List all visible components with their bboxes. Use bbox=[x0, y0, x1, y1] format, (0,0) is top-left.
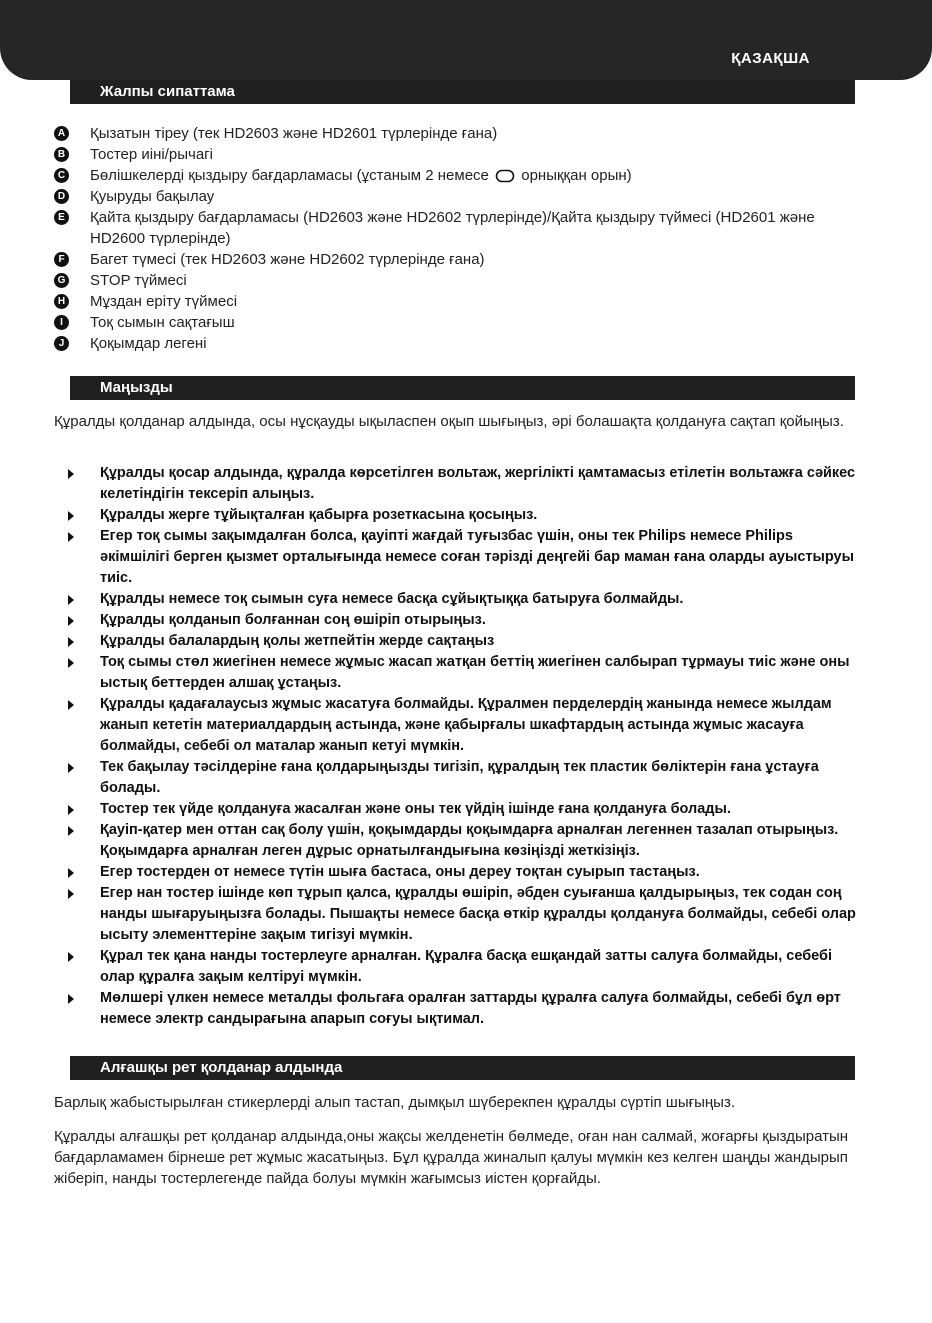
letter-g-icon: G bbox=[54, 273, 69, 288]
bullet-icon bbox=[68, 952, 74, 962]
warnings-list bbox=[66, 463, 856, 1030]
description-item-h bbox=[54, 291, 854, 312]
description-item-d bbox=[54, 186, 854, 207]
description-text: орныққан орын) bbox=[521, 167, 632, 184]
bullet-icon bbox=[68, 616, 74, 626]
bullet-icon bbox=[68, 637, 74, 647]
bullet-icon bbox=[68, 763, 74, 773]
first-use-paragraph: Құралды алғашқы рет қолданар алдында,оны жақсы желденетін бөлмеде, оған нан салмай, жоғарғы қыздыратын бағдарламамен бірнеше рет жұмыс жасатыңыз. Бұл құралда жиналып қалуы мүмкін кез келген шаңды жандырып жіберіп, нанды тостерлегенде пайда болуы мүмкін жағымсыз иістен қорғайды. bbox=[54, 1128, 849, 1187]
letter-a-icon: A bbox=[54, 126, 69, 141]
section-heading-general: Жалпы сипаттама bbox=[70, 80, 855, 104]
description-text: Қоқымдар легені bbox=[90, 335, 207, 352]
letter-i-icon: I bbox=[54, 315, 69, 330]
bullet-icon bbox=[68, 532, 74, 542]
first-use-paragraph: Барлық жабыстырылған стикерлерді алып тастап, дымқыл шүберекпен құралды сүртіп шығыңыз. bbox=[54, 1094, 735, 1111]
letter-b-icon: B bbox=[54, 147, 69, 162]
description-item-a bbox=[54, 123, 854, 144]
letter-c-icon: C bbox=[54, 168, 69, 183]
description-text: Багет түмесі (тек HD2603 және HD2602 түрлерінде ғана) bbox=[90, 251, 485, 268]
description-item-g bbox=[54, 270, 854, 291]
warning-item: Тостер тек үйде қолдануға жасалған және оны тек үйдің ішінде ғана қолдануға болады. bbox=[66, 799, 856, 820]
language-label: ҚАЗАҚША bbox=[731, 50, 810, 67]
bullet-icon bbox=[68, 889, 74, 899]
description-item-c bbox=[54, 165, 854, 186]
description-text: Бөлішкелерді қыздыру бағдарламасы (ұстаным 2 немесе bbox=[90, 167, 489, 184]
description-text: STOP түймесі bbox=[90, 272, 187, 289]
description-text: Қызатын тіреу (тек HD2603 және HD2601 түрлерінде ғана) bbox=[90, 125, 498, 142]
warning-item: Қауіп-қатер мен оттан сақ болу үшін, қоқымдарды қоқымдарға арналған легеннен тазалап отырыңыз. Қоқымдарға арналған леген дұрыс орнатылғандығына көзіңізді жеткізіңіз. bbox=[66, 820, 856, 862]
top-header-bar bbox=[0, 0, 932, 80]
letter-h-icon: H bbox=[54, 294, 69, 309]
description-item-i bbox=[54, 312, 854, 333]
bullet-icon bbox=[68, 595, 74, 605]
bullet-icon bbox=[68, 805, 74, 815]
warning-item: Құралды қолданып болғаннан соң өшіріп отырыңыз. bbox=[66, 610, 856, 631]
description-text: Тоқ сымын сақтағыш bbox=[90, 314, 235, 331]
bullet-icon bbox=[68, 469, 74, 479]
bullet-icon bbox=[68, 658, 74, 668]
warning-item: Егер тостерден от немесе түтін шыға бастаса, оны дереу тоқтан суырып тастаңыз. bbox=[66, 862, 856, 883]
warning-item: Құралды балалардың қолы жетпейтін жерде сақтаңыз bbox=[66, 631, 856, 652]
bullet-icon bbox=[68, 868, 74, 878]
letter-j-icon: J bbox=[54, 336, 69, 351]
letter-e-icon: E bbox=[54, 210, 69, 225]
bullet-icon bbox=[68, 700, 74, 710]
section-heading-first-use: Алғашқы рет қолданар алдында bbox=[70, 1056, 855, 1080]
bullet-icon bbox=[68, 826, 74, 836]
warning-item: Егер нан тостер ішінде көп тұрып қалса, құралды өшіріп, әбден суығанша қалдырыңыз, тек содан соң нанды шығаруыңызға болады. Пышақты немесе басқа өткір құралды қолдануға болмайды, себебі олар ысыту элементтеріне зақым тигізуі мүмкін. bbox=[66, 883, 856, 946]
description-text: Тостер иіні/рычагі bbox=[90, 146, 213, 163]
description-item-f bbox=[54, 249, 854, 270]
cycle-icon bbox=[495, 169, 515, 183]
warning-item: Құралды қосар алдында, құралда көрсетілген вольтаж, жергілікті қамтамасыз етілетін вольтажға сәйкес келетіндігін тексеріп алыңыз. bbox=[66, 463, 856, 505]
important-intro: Құралды қолданар алдында, осы нұсқауды ықыласпен оқып шығыңыз, әрі болашақта қолдануға сақтап қойыңыз. bbox=[54, 413, 844, 430]
description-item-e bbox=[54, 207, 854, 249]
warning-item: Құралды қадағалаусыз жұмыс жасатуға болмайды. Құралмен перделердің жанында немесе жылдам жанып кететін материалдардың астында, және қабырғалы шкафтардың астында жұмыс жасауға болмайды, себебі ол маталар жанып кетуі мүмкін. bbox=[66, 694, 856, 757]
description-text: Қуыруды бақылау bbox=[90, 188, 215, 205]
warning-item: Мөлшері үлкен немесе металды фольгаға оралған заттарды құралға салуға болмайды, себебі бұл өрт немесе электр сандырағына апарып соғуы ықтимал. bbox=[66, 988, 856, 1030]
warning-item: Құралды немесе тоқ сымын суға немесе басқа сұйықтыққа батыруға болмайды. bbox=[66, 589, 856, 610]
warning-item: Егер тоқ сымы зақымдалған болса, қауіпті жағдай туғызбас үшін, оны тек Philips немесе Philips әкімшілігі берген қызмет орталығында немесе соған тәрізді деңгейі бар маман ғана оларды ауыстыруы тиіс. bbox=[66, 526, 856, 589]
letter-f-icon: F bbox=[54, 252, 69, 267]
description-list bbox=[54, 123, 854, 354]
warning-item: Құралды жерге тұйықталған қабырға розеткасына қосыңыз. bbox=[66, 505, 856, 526]
warning-item: Құрал тек қана нанды тостерлеуге арналған. Құралға басқа ешқандай затты салуға болмайды, себебі олар құралға зақым келтіруі мүмкін. bbox=[66, 946, 856, 988]
description-item-b bbox=[54, 144, 854, 165]
bullet-icon bbox=[68, 511, 74, 521]
warning-item: Тек бақылау тәсілдеріне ғана қолдарыңызды тигізіп, құралдың тек пластик бөліктерін ғана ұстауға болады. bbox=[66, 757, 856, 799]
description-text: Қайта қыздыру бағдарламасы (HD2603 және HD2602 түрлерінде)/Қайта қыздыру түймесі (HD2601 және HD2600 түрлерінде) bbox=[90, 209, 815, 247]
description-text: Мұздан еріту түймесі bbox=[90, 293, 238, 310]
description-item-j bbox=[54, 333, 854, 354]
warning-item: Тоқ сымы стөл жиегінен немесе жұмыс жасап жатқан беттің жиегінен салбырап тұрмауы тиіс және оны ыстық беттерден алшақ ұстаңыз. bbox=[66, 652, 856, 694]
section-heading-important: Маңызды bbox=[70, 376, 855, 400]
letter-d-icon: D bbox=[54, 189, 69, 204]
bullet-icon bbox=[68, 994, 74, 1004]
